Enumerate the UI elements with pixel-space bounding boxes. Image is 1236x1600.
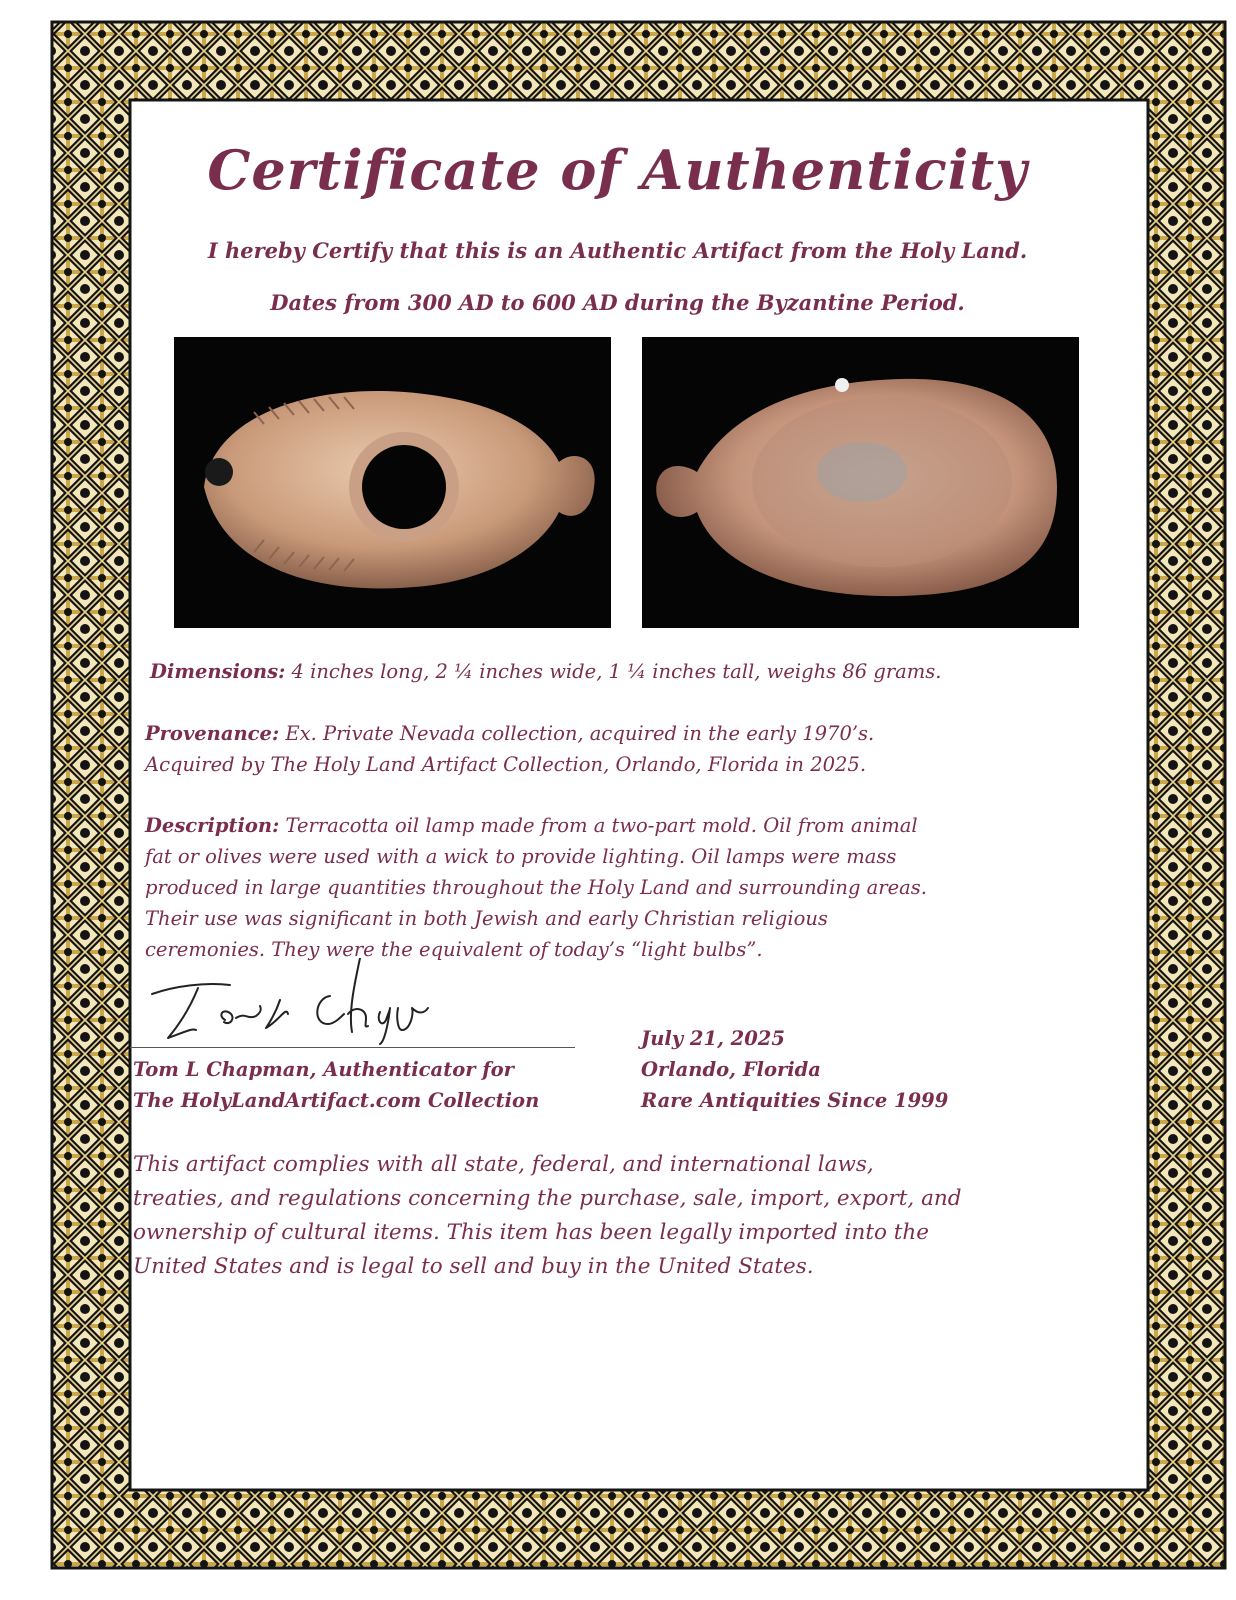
signature-line bbox=[130, 1047, 575, 1048]
authenticator-name: Tom L Chapman, Authenticator for bbox=[133, 1058, 514, 1081]
legal-statement bbox=[133, 1148, 1113, 1284]
issue-date: July 21, 2025 bbox=[641, 1027, 785, 1050]
certify-statement: I hereby Certify that this is an Authentic Artifact from the Holy Land. bbox=[207, 238, 1028, 263]
legal-line-2: treaties, and regulations concerning the purchase, sale, import, export, and bbox=[133, 1186, 962, 1211]
provenance-paragraph bbox=[145, 718, 1095, 780]
dimensions-label: Dimensions: bbox=[150, 660, 286, 683]
description-line-2: fat or olives were used with a wick to provide lighting. Oil lamps were mass bbox=[145, 845, 897, 868]
provenance-line-2: Acquired by The Holy Land Artifact Collection, Orlando, Florida in 2025. bbox=[145, 753, 867, 776]
provenance-line-1: Ex. Private Nevada collection, acquired in the early 1970’s. bbox=[279, 722, 875, 745]
description-paragraph bbox=[145, 810, 1095, 965]
oil-lamp-top-photo bbox=[174, 337, 611, 628]
dimensions-value: 4 inches long, 2 ¼ inches wide, 1 ¼ inches tall, weighs 86 grams. bbox=[285, 660, 942, 683]
authenticator-org: The HolyLandArtifact.com Collection bbox=[133, 1089, 540, 1112]
issue-location: Orlando, Florida bbox=[641, 1058, 821, 1081]
description-line-3: produced in large quantities throughout the Holy Land and surrounding areas. bbox=[145, 876, 927, 899]
legal-line-4: United States and is legal to sell and buy in the United States. bbox=[133, 1254, 814, 1279]
description-line-4: Their use was significant in both Jewish and early Christian religious bbox=[145, 907, 828, 930]
authenticator-block bbox=[133, 1054, 539, 1116]
legal-line-3: ownership of cultural items. This item has been legally imported into the bbox=[133, 1220, 929, 1245]
description-label: Description: bbox=[145, 814, 280, 837]
provenance-label: Provenance: bbox=[145, 722, 280, 745]
issue-tagline: Rare Antiquities Since 1999 bbox=[641, 1089, 949, 1112]
legal-line-1: This artifact complies with all state, federal, and international laws, bbox=[133, 1152, 874, 1177]
handwritten-signature bbox=[130, 958, 580, 1046]
period-statement: Dates from 300 AD to 600 AD during the Byzantine Period. bbox=[270, 290, 965, 315]
dimensions-paragraph bbox=[150, 656, 1100, 687]
description-line-5: ceremonies. They were the equivalent of today’s “light bulbs”. bbox=[145, 938, 763, 961]
certificate-title: Certificate of Authenticity bbox=[207, 138, 1028, 202]
issue-block bbox=[641, 1023, 948, 1116]
description-line-1: Terracotta oil lamp made from a two-part mold. Oil from animal bbox=[279, 814, 918, 837]
oil-lamp-bottom-photo bbox=[642, 337, 1079, 628]
